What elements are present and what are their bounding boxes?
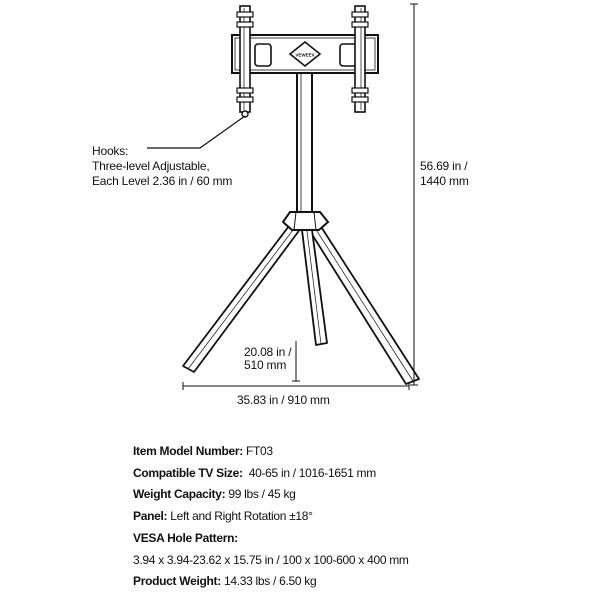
spec-vesa-key: VESA Hole Pattern: (133, 530, 238, 545)
spec-capacity-key: Weight Capacity: (133, 487, 226, 502)
leg-dimension-line-1: 20.08 in / (244, 345, 292, 359)
height-dimension-line (410, 4, 418, 385)
spec-vesa (133, 528, 593, 550)
right-bracket-arm (352, 6, 368, 112)
spec-panel-key: Panel: (133, 509, 168, 524)
spec-product-weight (133, 571, 593, 593)
spec-tv-size (133, 463, 593, 485)
leg-dimension-label (244, 346, 324, 372)
spec-product-weight-value: 14.33 lbs / 6.50 kg (220, 574, 317, 589)
hooks-line-2: Each Level 2.36 in / 60 mm (92, 174, 233, 188)
leg-hub (283, 212, 328, 230)
spec-capacity-value: 99 lbs / 45 kg (225, 487, 296, 502)
spec-tv-size-key: Compatible TV Size: (133, 465, 243, 480)
hooks-title: Hooks: (92, 144, 129, 158)
height-dimension-line-1: 56.69 in / (420, 159, 468, 173)
width-dimension-label: 35.83 in / 910 mm (237, 393, 330, 407)
height-dimension-line-2: 1440 mm (420, 174, 469, 188)
left-bracket-arm (237, 6, 253, 117)
spec-tv-size-value: 40-65 in / 1016-1651 mm (242, 465, 376, 480)
right-leg (308, 222, 419, 384)
mount-logo: VEWEEX (295, 52, 315, 58)
spec-panel (133, 506, 593, 528)
spec-product-weight-key: Product Weight: (133, 574, 221, 589)
spec-panel-value: Left and Right Rotation ±18° (167, 509, 313, 524)
height-dimension-label (420, 159, 520, 189)
hooks-callout (92, 144, 262, 189)
spec-model-key: Item Model Number: (133, 444, 243, 458)
hooks-line-1: Three-level Adjustable, (92, 159, 210, 173)
spec-list (133, 441, 593, 593)
center-pole (297, 72, 312, 217)
spec-model (133, 441, 593, 463)
spec-model-value: FT03 (242, 444, 273, 458)
spec-capacity (133, 484, 593, 506)
spec-vesa-values (133, 550, 593, 572)
width-dimension-line (183, 382, 409, 390)
leg-dimension-line-2: 510 mm (244, 358, 287, 372)
spec-vesa-values-text: 3.94 x 3.94-23.62 x 15.75 in / 100 x 100-600 x 400 mm (133, 552, 409, 567)
